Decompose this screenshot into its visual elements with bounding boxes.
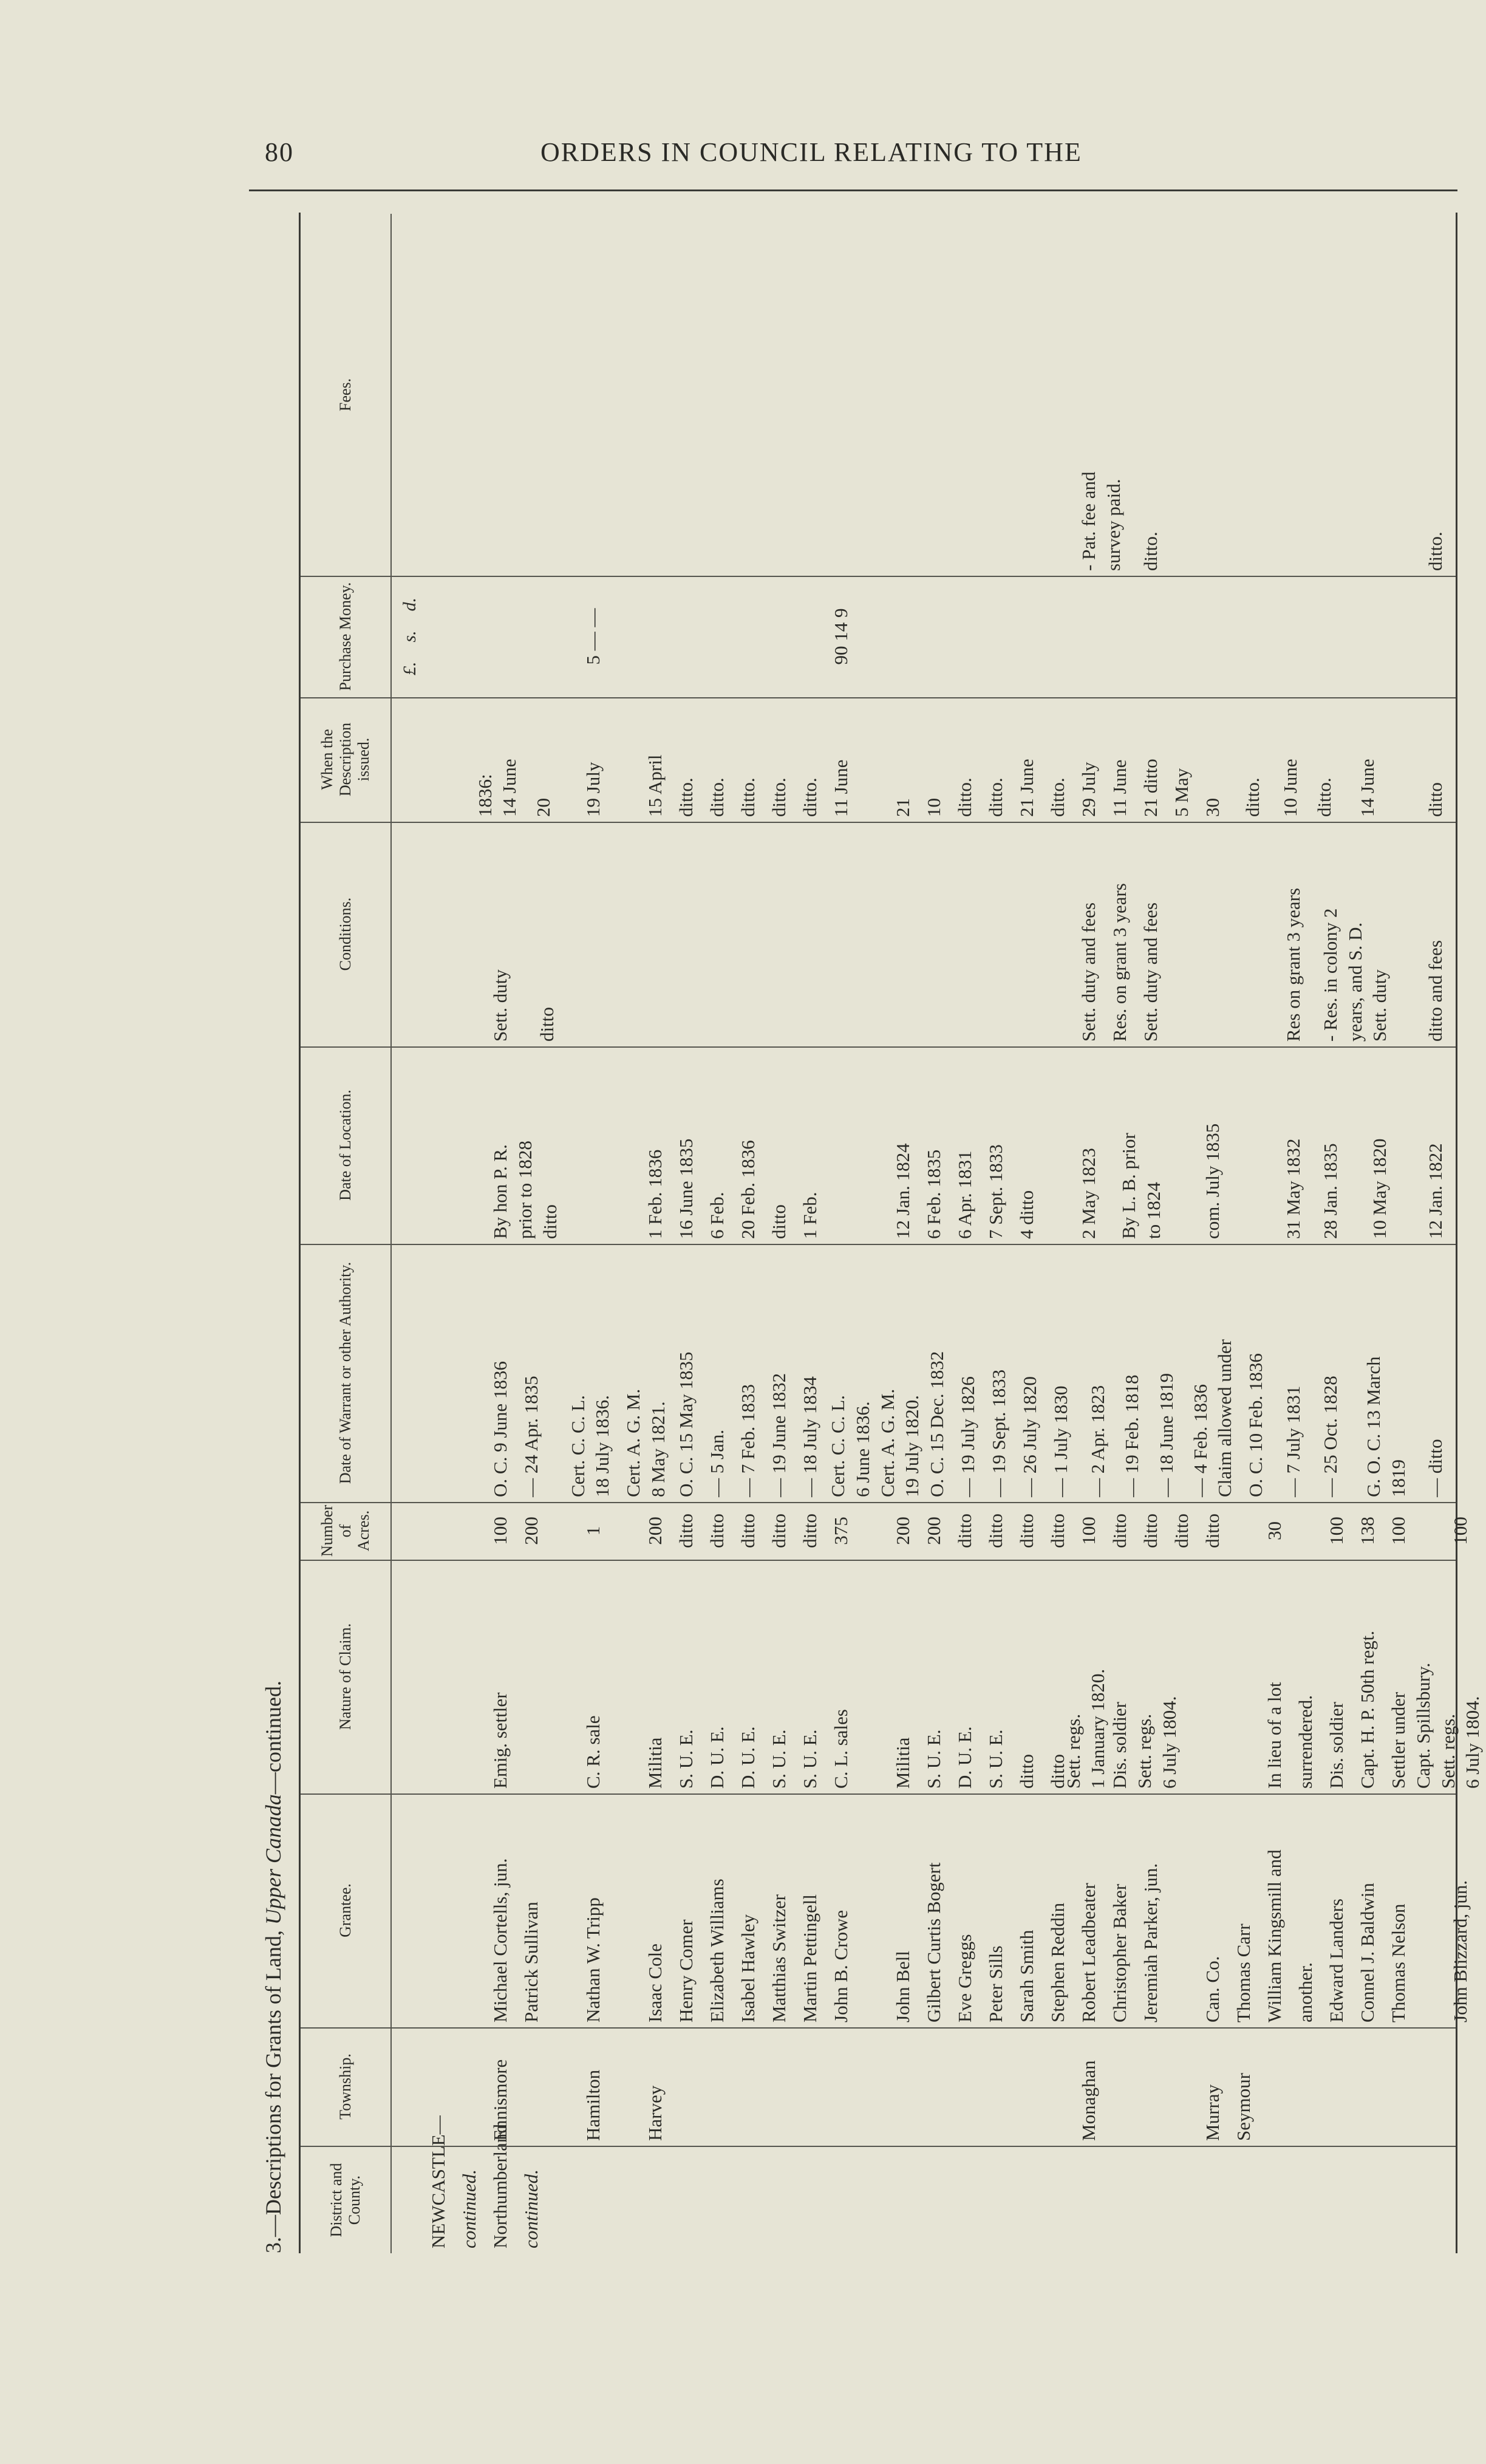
warrants-cell: — 4 Feb. 1836 bbox=[1189, 1384, 1211, 1497]
header-rule bbox=[249, 189, 1457, 191]
warrants-cell: — 7 Feb. 1833 bbox=[737, 1384, 758, 1497]
conditions-cell: Sett. duty and fees bbox=[1140, 902, 1161, 1042]
issued-cell: ditto. bbox=[799, 777, 820, 817]
issued-cell: 10 June bbox=[1279, 759, 1301, 817]
acres-cell: 30 bbox=[1264, 1521, 1285, 1540]
issued-cell: 5 May bbox=[1171, 768, 1192, 817]
locations-cell: 31 May 1832 bbox=[1282, 1138, 1304, 1239]
acres-cell: 200 bbox=[923, 1517, 944, 1545]
conditions-cell: years, and S. D. bbox=[1344, 922, 1366, 1042]
claims-cell: Sett. regs. bbox=[1133, 1713, 1155, 1789]
issued-cell: 21 bbox=[892, 798, 913, 817]
header-money: Purchase Money. bbox=[301, 576, 392, 697]
issued-cell: ditto. bbox=[768, 777, 789, 817]
warrants-cell: — 19 July 1826 bbox=[957, 1376, 979, 1497]
acres-cell: ditto bbox=[985, 1514, 1006, 1548]
issued-cell: ditto. bbox=[1313, 777, 1335, 817]
issued-cell: 14 June bbox=[1357, 759, 1378, 817]
issued-cell: ditto. bbox=[1242, 777, 1264, 817]
conditions-cell: Sett. duty and fees bbox=[1078, 902, 1099, 1042]
claims-cell: D. U. E. bbox=[706, 1726, 728, 1789]
grantees-cell: Isabel Hawley bbox=[737, 1914, 758, 2022]
claims-cell: C. R. sale bbox=[582, 1715, 604, 1789]
claims-cell: D. U. E. bbox=[954, 1726, 975, 1789]
grantees-cell: Thomas Carr bbox=[1233, 1923, 1254, 2022]
conditions-cell: Sett. duty bbox=[1369, 969, 1391, 1042]
claims-cell: S. U. E. bbox=[923, 1729, 944, 1789]
acres-cell: 1 bbox=[582, 1526, 604, 1536]
col-township bbox=[301, 2027, 1456, 2147]
grantees-cell: Peter Sills bbox=[985, 1945, 1006, 2022]
locations-cell: 10 May 1820 bbox=[1369, 1138, 1391, 1239]
locations-cell: By L. B. prior bbox=[1118, 1133, 1140, 1239]
warrants-cell: 1819 bbox=[1388, 1459, 1409, 1497]
issued-cell: ditto bbox=[1425, 782, 1447, 817]
issued-cell: ditto. bbox=[675, 777, 697, 817]
col-acres bbox=[301, 1502, 1471, 1561]
warrants-cell: — 2 Apr. 1823 bbox=[1087, 1385, 1109, 1497]
grantees-cell: Elizabeth Williams bbox=[706, 1879, 728, 2022]
acres-cell: 100 bbox=[1450, 1517, 1471, 1545]
warrants-cell: O. C. 15 Dec. 1832 bbox=[926, 1351, 948, 1497]
acres-cell: ditto bbox=[1109, 1514, 1130, 1548]
conditions-cell: ditto and fees bbox=[1425, 940, 1447, 1042]
issued-cell: 19 July bbox=[582, 762, 604, 817]
district_lines-cell: continued. bbox=[458, 2169, 480, 2248]
acres-cell: 138 bbox=[1357, 1517, 1378, 1545]
locations-cell: 1 Feb. 1836 bbox=[644, 1149, 666, 1239]
grantees-cell: Eve Greggs bbox=[954, 1934, 975, 2022]
warrants-cell: O. C. 15 May 1835 bbox=[675, 1351, 697, 1497]
claims-cell: D. U. E. bbox=[737, 1726, 758, 1789]
district_lines-cell: continued. bbox=[520, 2169, 542, 2248]
warrants-cell: — 18 June 1819 bbox=[1155, 1373, 1177, 1497]
warrants-cell: Cert. C. C. L. bbox=[827, 1395, 848, 1497]
warrants-cell: — 18 July 1834 bbox=[799, 1376, 820, 1497]
grantees-cell: Henry Comer bbox=[675, 1919, 697, 2022]
claims-cell: Capt. H. P. 50th regt. bbox=[1357, 1630, 1378, 1789]
issued-cell: 14 June bbox=[499, 759, 520, 817]
col-district bbox=[301, 2115, 1456, 2253]
warrants-cell: Cert. C. C. L. bbox=[567, 1395, 588, 1497]
acres-cell: ditto bbox=[1047, 1514, 1068, 1548]
col-grantee bbox=[301, 1793, 1471, 2029]
fees-cell: - Pat. fee and bbox=[1078, 471, 1099, 571]
claims-cell: ditto bbox=[1016, 1754, 1037, 1789]
issued-cell: 29 July bbox=[1078, 762, 1099, 817]
issued-cell: ditto. bbox=[706, 777, 728, 817]
running-head: ORDERS IN COUNCIL RELATING TO THE bbox=[540, 137, 1082, 167]
grantees-cell: John B. Crowe bbox=[830, 1909, 851, 2022]
locations-cell: 6 Feb. 1835 bbox=[923, 1149, 944, 1239]
warrants-cell: — 19 Sept. 1833 bbox=[988, 1369, 1010, 1497]
grantees-cell: John Bell bbox=[892, 1951, 913, 2022]
warrants-cell: G. O. C. 13 March bbox=[1363, 1356, 1385, 1497]
acres-cell: ditto bbox=[1016, 1514, 1037, 1548]
col-conditions bbox=[301, 822, 1456, 1048]
grantees-cell: John Blizzard, jun. bbox=[1450, 1880, 1471, 2022]
grantees-cell: Patrick Sullivan bbox=[520, 1902, 542, 2022]
conditions-cell: Res. on grant 3 years bbox=[1109, 883, 1130, 1042]
header-fees: Fees. bbox=[301, 214, 392, 576]
issued-cell: ditto. bbox=[737, 777, 758, 817]
issued-cell: 21 ditto bbox=[1140, 759, 1161, 817]
issued-cell: ditto. bbox=[954, 777, 975, 817]
acres-cell: 200 bbox=[892, 1517, 913, 1545]
claims-cell: In lieu of a lot bbox=[1264, 1682, 1285, 1789]
townships-cell: Hamilton bbox=[582, 2069, 604, 2141]
locations-cell: 7 Sept. 1833 bbox=[985, 1144, 1006, 1239]
claims-cell: Sett. regs. bbox=[1437, 1713, 1459, 1789]
acres-cell: ditto bbox=[799, 1514, 820, 1548]
conditions-cell: - Res. in colony 2 bbox=[1319, 908, 1341, 1042]
warrants-cell: — 24 Apr. 1835 bbox=[520, 1376, 542, 1497]
page-number: 80 bbox=[265, 137, 294, 167]
warrants-cell: Cert. A. G. M. bbox=[622, 1388, 644, 1497]
header-issued: When the Description issued. bbox=[301, 697, 392, 822]
grantees-cell: Martin Pettingell bbox=[799, 1894, 820, 2022]
locations-cell: ditto bbox=[539, 1204, 561, 1239]
header-district: District and County. bbox=[301, 2147, 392, 2253]
grantees-cell: Christopher Baker bbox=[1109, 1883, 1130, 2022]
issued-cell: 11 June bbox=[1109, 759, 1130, 817]
locations-cell: 4 ditto bbox=[1016, 1190, 1037, 1239]
warrants-cell: — 5 Jan. bbox=[706, 1429, 728, 1497]
townships-cell: Harvey bbox=[644, 2085, 666, 2141]
fees-cell: ditto. bbox=[1140, 531, 1161, 571]
acres-cell: ditto bbox=[706, 1514, 728, 1548]
locations-cell: 12 Jan. 1822 bbox=[1425, 1143, 1447, 1239]
warrants-cell: — 7 July 1831 bbox=[1282, 1385, 1304, 1497]
locations-cell: prior to 1828 bbox=[514, 1141, 536, 1239]
grantees-cell: another. bbox=[1295, 1962, 1316, 2022]
claims-cell: Emig. settler bbox=[489, 1692, 511, 1789]
issued-cell: ditto. bbox=[1047, 777, 1068, 817]
header-grantee: Grantee. bbox=[301, 1793, 392, 2027]
issued-cell: 10 bbox=[923, 798, 944, 817]
issued-cell: ditto. bbox=[985, 777, 1006, 817]
locations-cell: By hon P. R. bbox=[489, 1144, 511, 1239]
claims-cell: S. U. E. bbox=[799, 1729, 820, 1789]
acres-cell: 100 bbox=[1326, 1517, 1347, 1545]
claims-cell: Settler under bbox=[1388, 1691, 1409, 1789]
acres-cell: 200 bbox=[520, 1517, 542, 1545]
grantees-cell: Robert Leadbeater bbox=[1078, 1883, 1099, 2022]
header-warrant: Date of Warrant or other Authority. bbox=[301, 1244, 392, 1502]
header-location: Date of Location. bbox=[301, 1046, 392, 1244]
warrants-cell: O. C. 10 Feb. 1836 bbox=[1245, 1353, 1267, 1497]
townships-cell: Seymour bbox=[1233, 2073, 1254, 2141]
grantees-cell: William Kingsmill and bbox=[1264, 1849, 1285, 2022]
locations-cell: 6 Feb. bbox=[706, 1192, 728, 1239]
warrants-cell: 6 June 1836. bbox=[851, 1401, 873, 1497]
acres-cell: ditto bbox=[675, 1514, 697, 1548]
warrants-cell: 8 May 1821. bbox=[647, 1401, 669, 1497]
claims-cell: Capt. Spillsbury. bbox=[1412, 1662, 1434, 1789]
grantees-cell: Nathan W. Tripp bbox=[582, 1897, 604, 2022]
acres-cell: ditto bbox=[954, 1514, 975, 1548]
claims-cell: surrendered. bbox=[1295, 1694, 1316, 1789]
claims-cell: Dis. soldier bbox=[1109, 1702, 1130, 1789]
locations-cell: 20 Feb. 1836 bbox=[737, 1140, 758, 1239]
townships-cell: Ennismore bbox=[489, 2059, 511, 2141]
locations-cell: com. July 1835 bbox=[1202, 1123, 1223, 1239]
acres-cell: 100 bbox=[489, 1517, 511, 1545]
grantees-cell: Gilbert Curtis Bogert bbox=[923, 1862, 944, 2022]
grants-table bbox=[299, 213, 1484, 2253]
col-claim bbox=[301, 1560, 1484, 1795]
col-fees bbox=[301, 214, 1456, 577]
grantees-cell: Isaac Cole bbox=[644, 1944, 666, 2022]
claims-cell: 6 July 1804. bbox=[1462, 1696, 1484, 1789]
issued-cell: 15 April bbox=[644, 754, 666, 817]
table-caption: 3.—Descriptions for Grants of Land, Upper Canada—continued. bbox=[261, 1681, 285, 2253]
grantees-cell: Stephen Reddin bbox=[1047, 1902, 1068, 2022]
acres-cell: ditto bbox=[1140, 1514, 1161, 1548]
header-acres: Number of Acres. bbox=[301, 1502, 392, 1560]
header-claim: Nature of Claim. bbox=[301, 1560, 392, 1793]
fees-cell: survey paid. bbox=[1102, 479, 1124, 571]
issued-cell: 30 bbox=[1202, 798, 1223, 817]
locations-cell: to 1824 bbox=[1143, 1182, 1165, 1239]
claims-cell: Militia bbox=[892, 1737, 913, 1789]
acres-cell: ditto bbox=[1171, 1514, 1192, 1548]
issued-cell: 21 June bbox=[1016, 759, 1037, 817]
district_lines-cell: NEWCASTLE— bbox=[428, 2115, 449, 2248]
locations-cell: 2 May 1823 bbox=[1078, 1148, 1099, 1239]
grantees-cell: Edward Landers bbox=[1326, 1899, 1347, 2022]
warrants-cell: — 26 July 1820 bbox=[1019, 1376, 1041, 1497]
grantees-cell: Sarah Smith bbox=[1016, 1930, 1037, 2022]
townships-cell: Monaghan bbox=[1078, 2060, 1099, 2141]
claims-cell: Sett. regs. bbox=[1062, 1713, 1084, 1789]
grantees-cell: Matthias Switzer bbox=[768, 1894, 789, 2022]
acres-cell: ditto bbox=[1202, 1514, 1223, 1548]
locations-cell: 6 Apr. 1831 bbox=[954, 1150, 975, 1239]
header-township: Township. bbox=[301, 2027, 392, 2146]
locations-cell: 16 June 1835 bbox=[675, 1138, 697, 1239]
col-money bbox=[301, 576, 1456, 698]
townships-cell: Murray bbox=[1202, 2084, 1223, 2141]
locations-cell: 28 Jan. 1835 bbox=[1319, 1143, 1341, 1239]
acres-cell: 375 bbox=[830, 1517, 851, 1545]
locations-cell: ditto bbox=[768, 1204, 789, 1239]
warrants-cell: — ditto bbox=[1425, 1439, 1447, 1497]
issued-cell: 11 June bbox=[830, 759, 851, 817]
money-cell: 5 — — bbox=[582, 608, 604, 665]
money-units: £. s. d. bbox=[400, 597, 420, 676]
acres-cell: 100 bbox=[1388, 1517, 1409, 1545]
acres-cell: ditto bbox=[737, 1514, 758, 1548]
warrants-cell: Cert. A. G. M. bbox=[876, 1388, 898, 1497]
grantees-cell: Connel J. Baldwin bbox=[1357, 1883, 1378, 2022]
locations-cell: 12 Jan. 1824 bbox=[892, 1143, 913, 1239]
grantees-cell: Thomas Nelson bbox=[1388, 1903, 1409, 2022]
warrants-cell: — 25 Oct. 1828 bbox=[1319, 1376, 1341, 1497]
claims-cell: 1 January 1820. bbox=[1087, 1668, 1109, 1789]
claims-cell: ditto bbox=[1047, 1754, 1068, 1789]
header-conditions: Conditions. bbox=[301, 822, 392, 1046]
conditions-cell: ditto bbox=[536, 1007, 557, 1042]
claims-cell: S. U. E. bbox=[675, 1729, 697, 1789]
warrants-cell: 18 July 1836. bbox=[591, 1395, 613, 1497]
acres-cell: 200 bbox=[644, 1517, 666, 1545]
money-cell: 90 14 9 bbox=[830, 608, 851, 665]
claims-cell: S. U. E. bbox=[768, 1729, 789, 1789]
warrants-cell: Claim allowed under bbox=[1214, 1339, 1236, 1497]
acres-cell: 100 bbox=[1078, 1517, 1099, 1545]
grantees-cell: Can. Co. bbox=[1202, 1956, 1223, 2022]
issued-cell: 1836: bbox=[474, 774, 496, 817]
locations-cell: 1 Feb. bbox=[799, 1192, 820, 1239]
warrants-cell: — 1 July 1830 bbox=[1050, 1385, 1072, 1497]
conditions-cell: Res on grant 3 years bbox=[1282, 887, 1304, 1042]
claims-cell: S. U. E. bbox=[985, 1729, 1006, 1789]
rotated-table-block bbox=[249, 213, 1484, 2253]
col-warrant bbox=[301, 1244, 1456, 1503]
col-location bbox=[301, 1046, 1456, 1245]
warrants-cell: — 19 June 1832 bbox=[768, 1373, 789, 1497]
claims-cell: Militia bbox=[644, 1737, 666, 1789]
grantees-cell: Jeremiah Parker, jun. bbox=[1140, 1863, 1161, 2022]
issued-cell: 20 bbox=[533, 798, 554, 817]
claims-cell: 6 July 1804. bbox=[1158, 1696, 1180, 1789]
conditions-cell: Sett. duty bbox=[489, 969, 511, 1042]
grantees-cell: Michael Cortells, jun. bbox=[489, 1858, 511, 2022]
claims-cell: C. L. sales bbox=[830, 1709, 851, 1789]
warrants-cell: 19 July 1820. bbox=[901, 1395, 923, 1497]
acres-cell: ditto bbox=[768, 1514, 789, 1548]
district_lines-cell: Northumberland bbox=[489, 2124, 511, 2248]
col-issued bbox=[301, 697, 1456, 823]
warrants-cell: — 19 Feb. 1818 bbox=[1121, 1374, 1143, 1497]
claims-cell: Dis. soldier bbox=[1326, 1702, 1347, 1789]
fees-cell: ditto. bbox=[1425, 531, 1447, 571]
warrants-cell: O. C. 9 June 1836 bbox=[489, 1361, 511, 1497]
